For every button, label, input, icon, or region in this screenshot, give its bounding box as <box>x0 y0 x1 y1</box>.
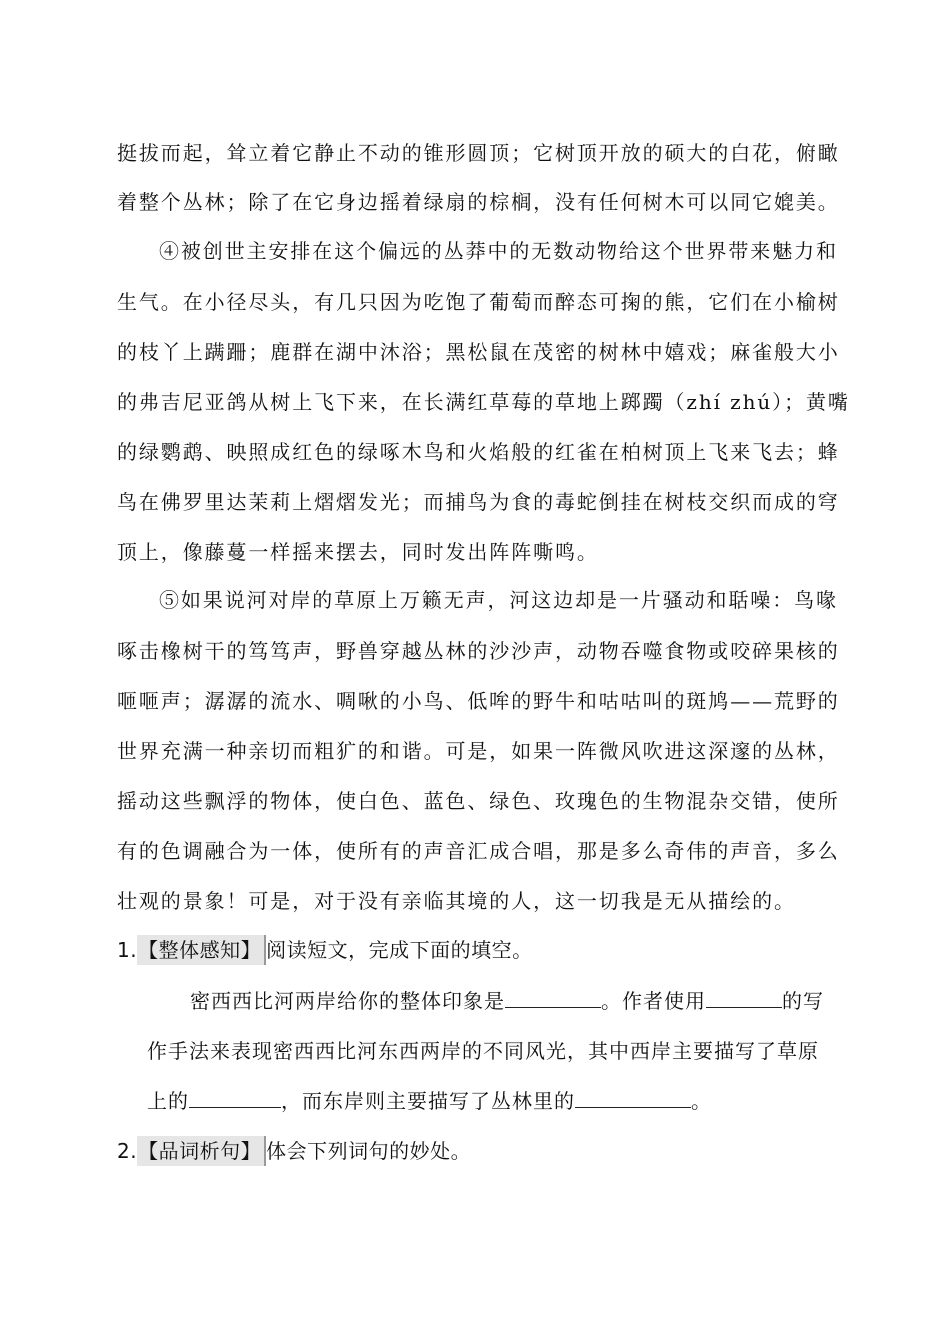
question-category-tag: 【品词析句】 <box>137 1136 266 1166</box>
fill-blank-line-2: 作手法来表现密西西比河东西两岸的不同风光，其中西岸主要描写了草原 <box>147 1039 819 1063</box>
fill-text: 上的 <box>147 1089 189 1113</box>
text-line: 摇动这些飘浮的物体，使白色、蓝色、绿色、玫瑰色的生物混杂交错，使所 <box>117 789 840 813</box>
text-line: 啄击橡树干的笃笃声，野兽穿越丛林的沙沙声，动物吞噬食物或咬碎果核的 <box>117 639 840 663</box>
text-line: 鸟在佛罗里达茉莉上熠熠发光；而捕鸟为食的毒蛇倒挂在树枝交织而成的穹 <box>117 490 840 514</box>
fill-text: 的写 <box>782 989 824 1013</box>
text-line: ④被创世主安排在这个偏远的丛莽中的无数动物给这个世界带来魅力和 <box>159 239 838 263</box>
question-2-heading <box>117 1136 471 1166</box>
fill-text: 。 <box>691 1089 712 1113</box>
fill-blank-line-3 <box>147 1085 712 1115</box>
text-line: ⑤如果说河对岸的草原上万籁无声，河这边却是一片骚动和聒噪：鸟喙 <box>159 588 838 612</box>
answer-blank[interactable] <box>189 1085 281 1108</box>
text-line: 的绿鹦鹉、映照成红色的绿啄木鸟和火焰般的红雀在柏树顶上飞来飞去；蜂 <box>117 440 840 464</box>
text-line: 壮观的景象！可是，对于没有亲临其境的人，这一切我是无从描绘的。 <box>117 889 796 913</box>
question-category-tag: 【整体感知】 <box>137 935 266 965</box>
text-line: 的枝丫上蹒跚；鹿群在湖中沐浴；黑松鼠在茂密的树林中嬉戏；麻雀般大小 <box>117 340 840 364</box>
question-number: 1. <box>117 938 138 962</box>
answer-blank[interactable] <box>505 985 601 1008</box>
fill-text: 密西西比河两岸给你的整体印象是 <box>190 989 505 1013</box>
fill-text: 。作者使用 <box>601 989 706 1013</box>
question-prompt: 体会下列词句的妙处。 <box>266 1139 472 1163</box>
fill-blank-line-1 <box>190 985 824 1015</box>
question-prompt: 阅读短文，完成下面的填空。 <box>266 938 533 962</box>
text-line: 的弗吉尼亚鸽从树上飞下来，在长满红草莓的草地上踯躅（zhí zhú）；黄嘴 <box>117 390 850 414</box>
text-line: 着整个丛林；除了在它身边摇着绿扇的棕榈，没有任何树木可以同它媲美。 <box>117 190 840 214</box>
answer-blank[interactable] <box>706 985 782 1008</box>
question-1-heading <box>117 935 533 965</box>
text-line: 挺拔而起，耸立着它静止不动的锥形圆顶；它树顶开放的硕大的白花，俯瞰 <box>117 141 840 165</box>
text-line: 生气。在小径尽头，有几只因为吃饱了葡萄而醉态可掬的熊，它们在小榆树 <box>117 290 840 314</box>
fill-text: ，而东岸则主要描写了丛林里的 <box>281 1089 575 1113</box>
text-line: 顶上，像藤蔓一样摇来摆去，同时发出阵阵嘶鸣。 <box>117 540 599 564</box>
text-line: 有的色调融合为一体，使所有的声音汇成合唱，那是多么奇伟的声音，多么 <box>117 839 840 863</box>
answer-blank[interactable] <box>575 1085 691 1108</box>
text-line: 世界充满一种亲切而粗犷的和谐。可是，如果一阵微风吹进这深邃的丛林， <box>117 739 840 763</box>
question-number: 2. <box>117 1139 138 1163</box>
text-line: 咂咂声；潺潺的流水、啁啾的小鸟、低哞的野牛和咕咕叫的斑鸠——荒野的 <box>117 689 840 713</box>
